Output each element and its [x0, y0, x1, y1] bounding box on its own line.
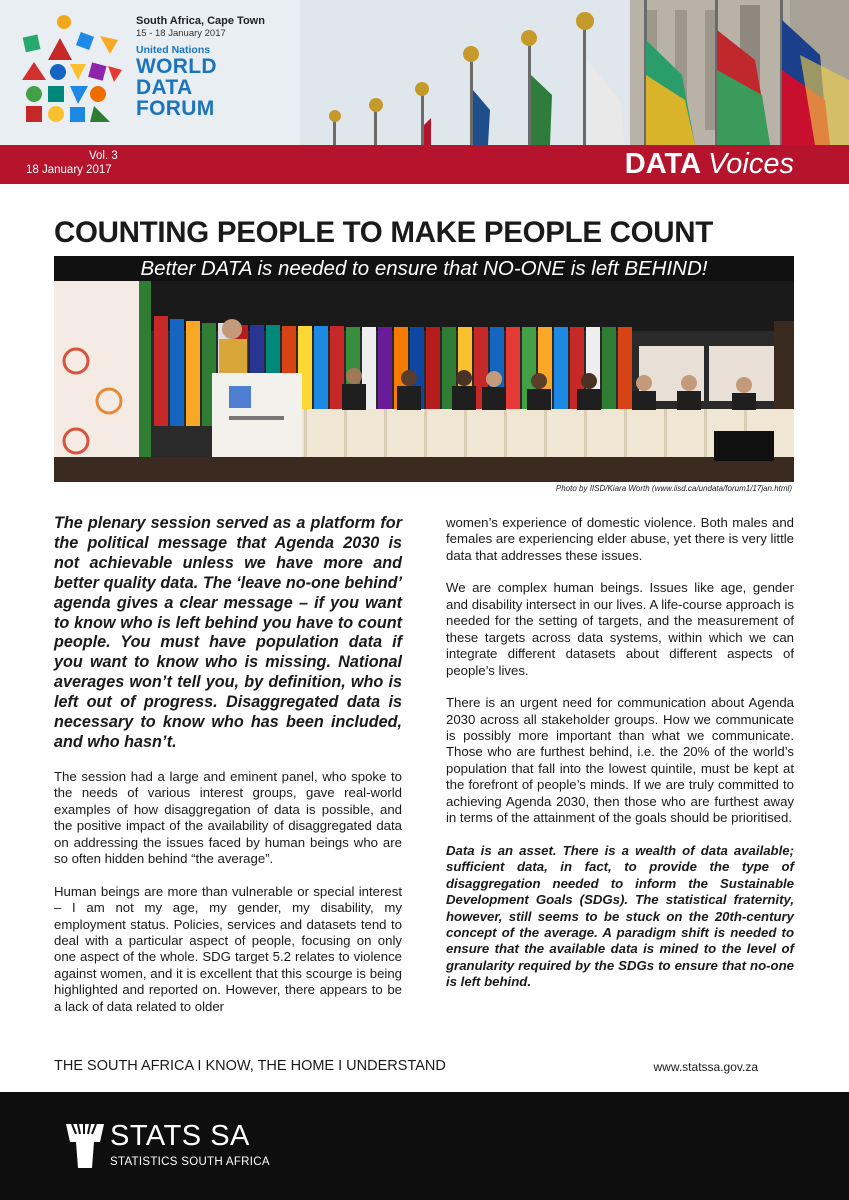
issue-date: 18 January 2017: [26, 164, 112, 176]
body-paragraph: There is an urgent need for communication about Agenda 2030 across all stakeholder groups. How we communicate is possibly more important than what we communicate. Those who are furthest behind, i.e. the 20% of the world’s population that fall into the lowest quintile, must be kept at the forefront of people’s minds. If we are truly committed to achieving Agenda 2030, then those who are furthest away in terms of the attainment of the goals should be prioritised.: [446, 695, 794, 826]
event-dates: 15 - 18 January 2017: [136, 28, 226, 39]
masthead: [0, 0, 849, 145]
flags-photo: [300, 0, 849, 145]
forum-name-line-1: WORLD: [136, 55, 217, 78]
website-link[interactable]: www.statssa.gov.za: [653, 1060, 758, 1074]
organisation-label: United Nations: [136, 44, 211, 56]
article-column-right: [446, 515, 794, 991]
closing-paragraph: Data is an asset. There is a wealth of data available; sufficient data, in fact, to provide the type of disaggregation needed to inform the Sustainable Development Goals (SDGs). The statistical fraternity, however, still seems to be stuck on the 20th-century concept of the average. A paradigm shift is needed to ensure that the available data is mined to the level of granularity required by the SDGs to ensure that no-one is left behind.: [446, 842, 794, 990]
newsletter-title-bold: DATA: [624, 148, 700, 180]
body-paragraph: women’s experience of domestic violence. Both males and females are experiencing elder abuse, yet there is very little data that addresses these issues.: [446, 515, 794, 563]
plenary-session-photo: [54, 281, 794, 482]
photo-caption: Photo by IISD/Kiara Worth (www.iisd.ca/undata/forum1/17jan.html): [555, 484, 792, 493]
lead-spacer: [54, 753, 402, 769]
article-headline: COUNTING PEOPLE TO MAKE PEOPLE COUNT: [54, 216, 714, 249]
volume-label: Vol. 3: [89, 150, 118, 162]
world-data-forum-logo-icon: [20, 14, 125, 129]
event-location: South Africa, Cape Town: [136, 15, 265, 27]
newsletter-title-italic: Voices: [708, 148, 794, 180]
body-paragraph: The session had a large and eminent panel, who spoke to the needs of various interest groups, gave real-world examples of how disaggregation of data is possible, and the positive impact of the availability of disaggregated data on addressing the issues faced by human beings who are so often hidden behind “the average”.: [54, 768, 402, 867]
stats-sa-subtitle: STATISTICS SOUTH AFRICA: [110, 1156, 270, 1168]
event-info: [136, 15, 265, 119]
stats-sa-logo-icon: [64, 1120, 106, 1172]
forum-name-line-3: FORUM: [136, 97, 215, 120]
body-paragraph: We are complex human beings. Issues like age, gender and disability intersect in our lives. A life-course approach is needed for the setting of targets, and the measurement of these targets across data systems, within which we can integrate different datasets about different aspects of people’s lives.: [446, 580, 794, 678]
lead-paragraph: The plenary session served as a platform for the political message that Agenda 2030 is not achievable unless we have more and better quality data. The ‘leave no-one behind’ agenda gives a clear message – if you want to know who is left behind you have to count people. You must have population data if you want to know who is missing. National averages won’t tell you, by definition, who is left out of progress. Disaggregated data is necessary to know who has been included, and who hasn’t.: [54, 514, 402, 751]
body-paragraph: Human beings are more than vulnerable or special interest – I am not my age, my gender, my disability, my employment status. Policies, services and datasets tend to deal with a particular aspect of people, focusing on only one aspect of the whole. SDG target 5.2 relates to violence against women, and it is excellent that this scourge is being highlighted and reported on. However, there appears to be a lack of data related to older: [54, 883, 402, 1014]
forum-name-line-2: DATA: [136, 76, 193, 99]
article-subheadline: Better DATA is needed to ensure that NO-ONE is left BEHIND!: [54, 256, 794, 281]
stats-sa-brand: STATS SA: [110, 1120, 250, 1152]
footer-tagline: THE SOUTH AFRICA I KNOW, THE HOME I UNDERSTAND: [54, 1058, 446, 1074]
newsletter-title: [625, 148, 794, 181]
article-column-left: [54, 514, 402, 1015]
